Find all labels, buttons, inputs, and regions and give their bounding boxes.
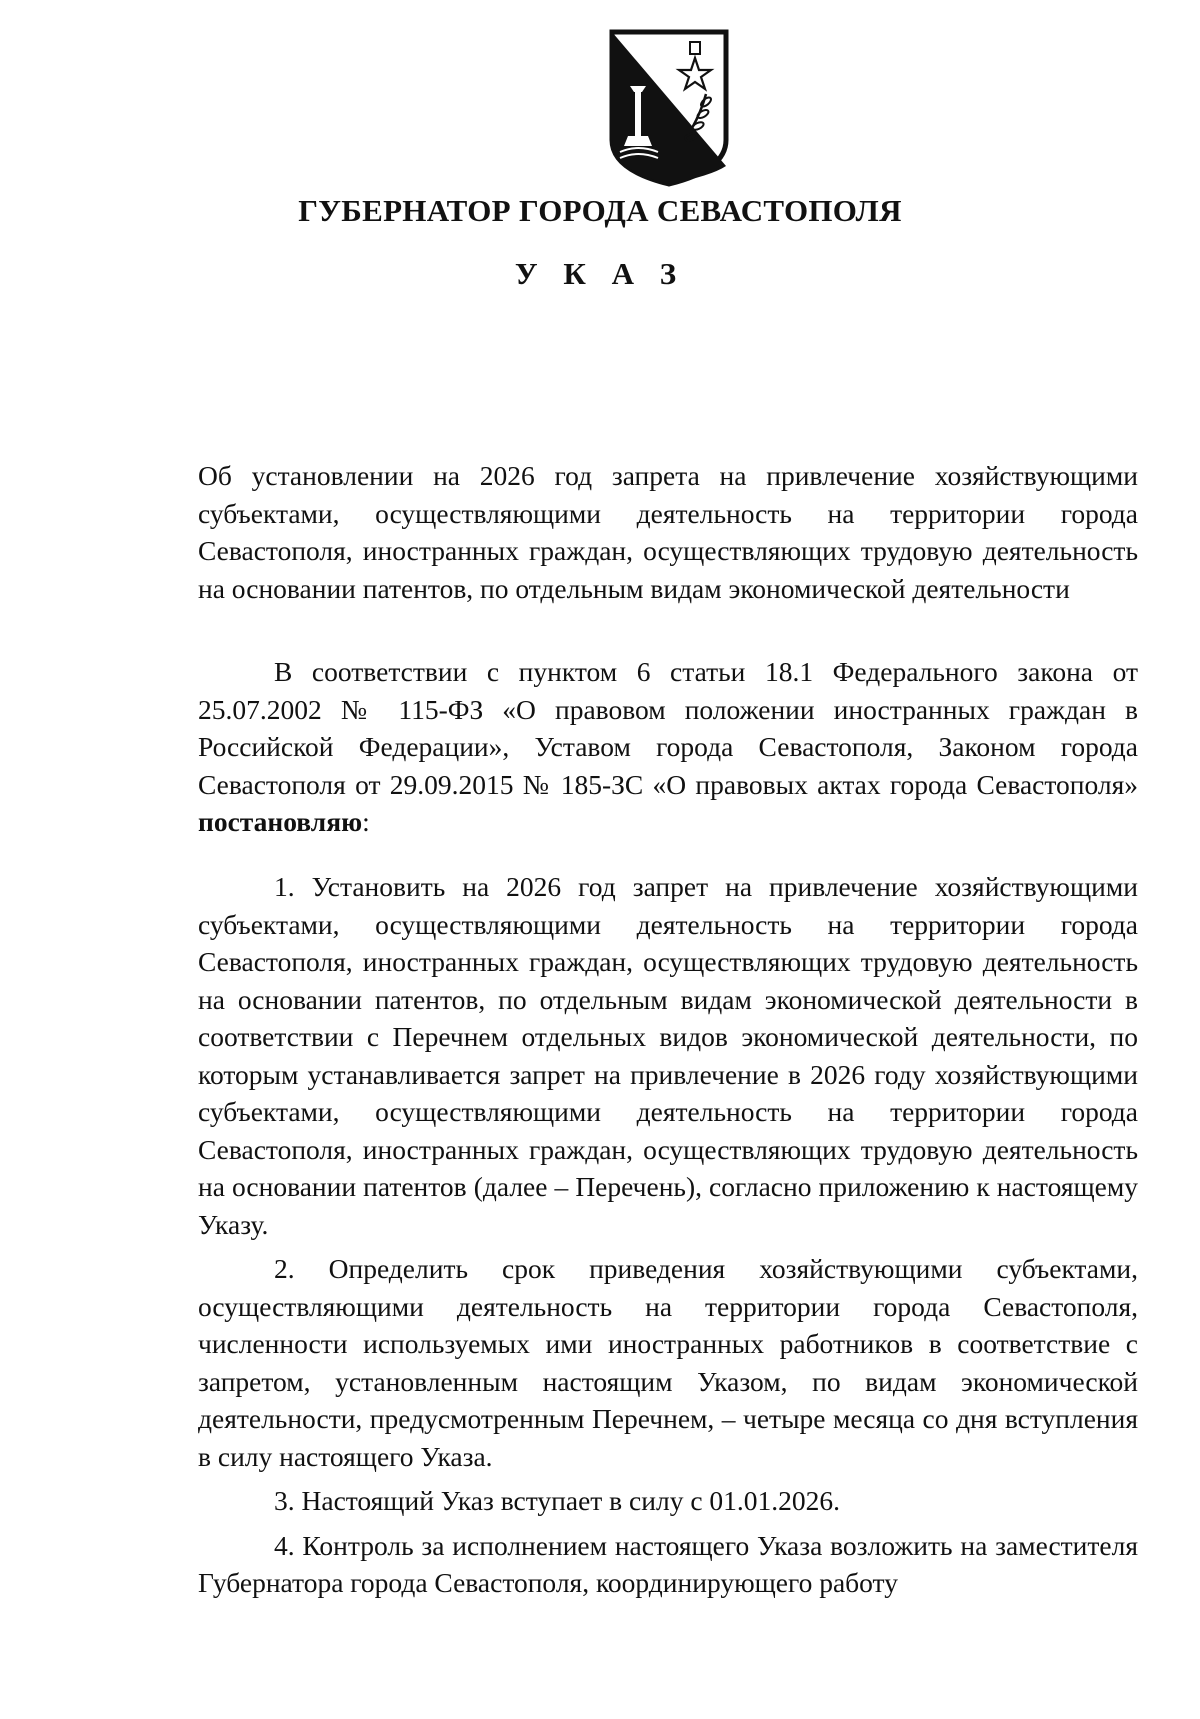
decree-item-4: 4. Контроль за исполнением настоящего Указа возложить на заместителя Губернатора города Севастополя, координирующего работу — [198, 1529, 1138, 1598]
decree-items-list — [198, 868, 1138, 1602]
decree-item-3: 3. Настоящий Указ вступает в силу с 01.01.2026. — [274, 1485, 841, 1516]
document-type-title: У К А З — [514, 256, 686, 291]
decree-colon: : — [362, 806, 370, 837]
sevastopol-coat-of-arms-icon — [606, 28, 732, 188]
preamble-text: В соответствии с пунктом 6 статьи 18.1 Федерального закона от 25.07.2002 № 115-ФЗ «О правовом положении иностранных граждан в Российской Федерации», Уставом города Севастополя, Законом города Севастополя от 29.09.2015 № 185-ЗС «О правовых актах города Севастополя» — [198, 656, 1138, 800]
preamble-paragraph — [198, 653, 1138, 841]
decree-item-1: 1. Установить на 2026 год запрет на привлечение хозяйствующими субъектами, осуществляющими деятельность на территории города Севастополя, иностранных граждан, осуществляющих трудовую деятельность на основании патентов, по отдельным видам экономической деятельности в соответствии с Перечнем отдельных видов экономической деятельности, по которым устанавливается запрет на привлечение в 2026 году хозяйствующими субъектами, осуществляющими деятельность на территории города Севастополя, иностранных граждан, осуществляющих трудовую деятельность на основании патентов (далее – Перечень), согласно приложению к настоящему Указу. — [198, 871, 1138, 1240]
document-subject: Об установлении на 2026 год запрета на привлечение хозяйствующими субъектами, осуществляющими деятельность на территории города Севастополя, иностранных граждан, осуществляющих трудовую деятельность на основании патентов, по отдельным видам экономической деятельности — [198, 460, 1138, 604]
decree-word: постановляю — [198, 806, 363, 837]
decree-item-2: 2. Определить срок приведения хозяйствующими субъектами, осуществляющими деятельность на территории города Севастополя, численности используемых ими иностранных работников в соответствие с запретом, установленным настоящим Указом, по видам экономической деятельности, предусмотренным Перечнем, – четыре месяца со дня вступления в силу настоящего Указа. — [198, 1253, 1138, 1472]
issuing-authority: ГУБЕРНАТОР ГОРОДА СЕВАСТОПОЛЯ — [298, 193, 902, 228]
